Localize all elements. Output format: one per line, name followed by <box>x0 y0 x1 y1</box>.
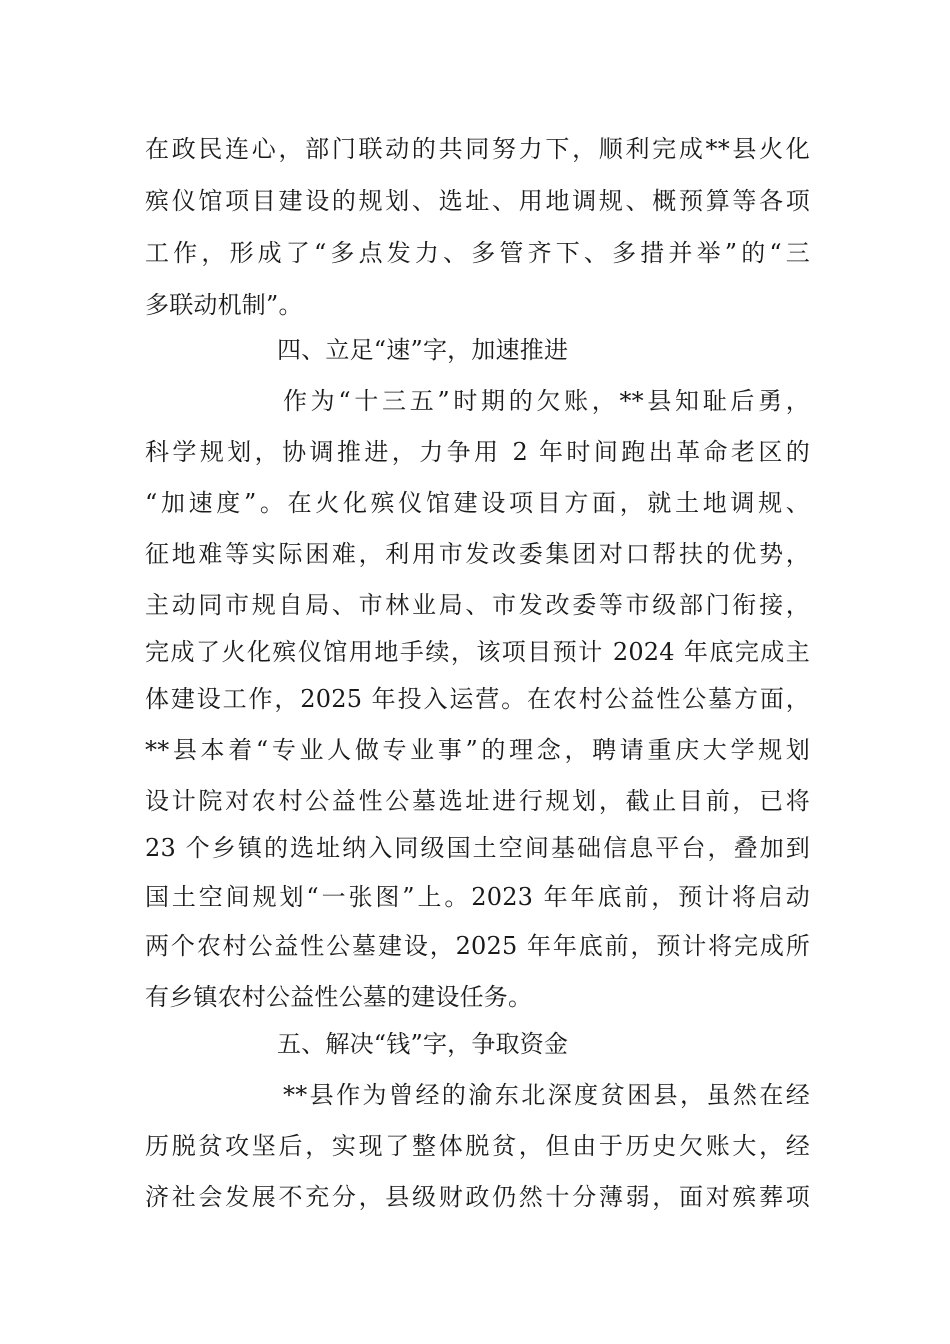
paragraph-1-line-2: 殡仪馆项目建设的规划、选址、用地调规、概预算等各项 <box>145 187 810 215</box>
paragraph-2-line-11: 国土空间规划“一张图”上。2023 年年底前，预计将启动 <box>145 883 810 911</box>
section-heading-4: 四、立足“速”字，加速推进 <box>277 336 569 364</box>
paragraph-3-line-1: **县作为曾经的渝东北深度贫困县，虽然在经 <box>283 1081 810 1109</box>
paragraph-2-line-1: 作为“十三五”时期的欠账，**县知耻后勇， <box>283 387 810 415</box>
paragraph-2-line-10: 23 个乡镇的选址纳入同级国土空间基础信息平台，叠加到 <box>145 834 810 862</box>
paragraph-2-line-5: 主动同市规自局、市林业局、市发改委等市级部门衔接， <box>145 591 810 619</box>
paragraph-2-line-9: 设计院对农村公益性公墓选址进行规划，截止目前，已将 <box>145 787 810 815</box>
paragraph-2-line-13: 有乡镇农村公益性公墓的建设任务。 <box>145 983 533 1011</box>
paragraph-1-line-3: 工作，形成了“多点发力、多管齐下、多措并举”的“三 <box>145 239 810 267</box>
paragraph-2-line-2: 科学规划，协调推进，力争用 2 年时间跑出革命老区的 <box>145 438 810 466</box>
paragraph-2-line-4: 征地难等实际困难，利用市发改委集团对口帮扶的优势， <box>145 540 810 568</box>
paragraph-3-line-3: 济社会发展不充分，县级财政仍然十分薄弱，面对殡葬项 <box>145 1183 810 1211</box>
paragraph-1-line-4: 多联动机制”。 <box>145 291 303 319</box>
paragraph-2-line-7: 体建设工作，2025 年投入运营。在农村公益性公墓方面， <box>145 685 810 713</box>
paragraph-2-line-3: “加速度”。在火化殡仪馆建设项目方面，就土地调规、 <box>145 489 810 517</box>
paragraph-2-line-6: 完成了火化殡仪馆用地手续，该项目预计 2024 年底完成主 <box>145 638 810 666</box>
paragraph-1-line-1: 在政民连心，部门联动的共同努力下，顺利完成**县火化 <box>145 135 810 163</box>
paragraph-2-line-12: 两个农村公益性公墓建设，2025 年年底前，预计将完成所 <box>145 932 810 960</box>
paragraph-2-line-8: **县本着“专业人做专业事”的理念，聘请重庆大学规划 <box>145 736 810 764</box>
paragraph-3-line-2: 历脱贫攻坚后，实现了整体脱贫，但由于历史欠账大，经 <box>145 1132 810 1160</box>
section-heading-5: 五、解决“钱”字，争取资金 <box>277 1030 569 1058</box>
